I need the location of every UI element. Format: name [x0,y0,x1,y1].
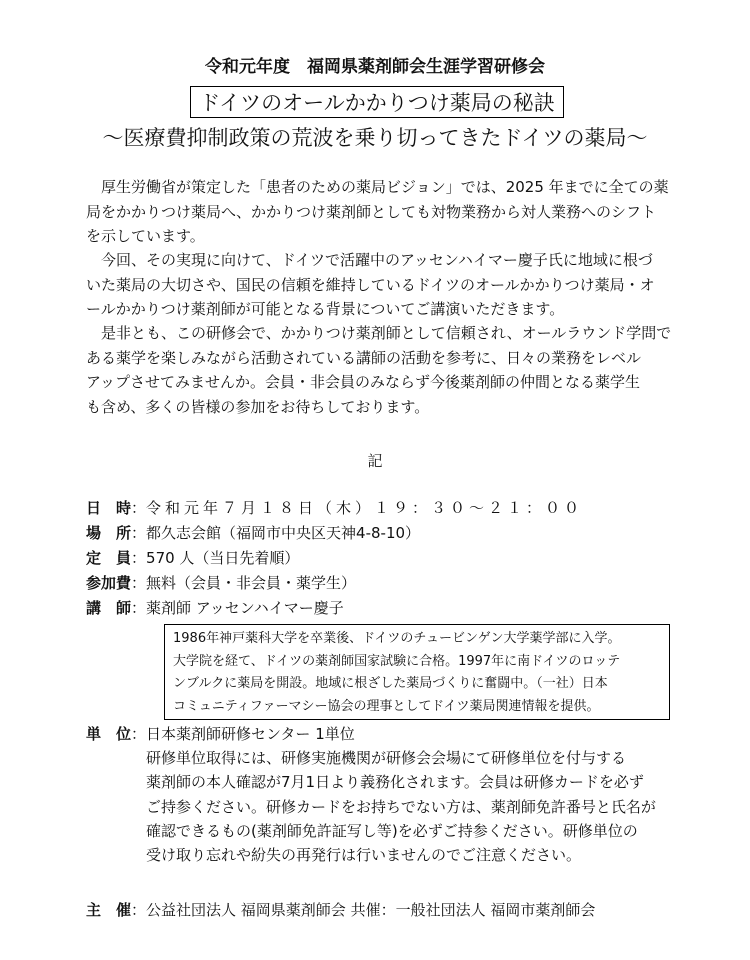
unit-note [146,746,656,867]
note-line: 薬剤師の本人確認が7月1日より義務化されます。会員は研修カードを必ず [146,773,644,792]
detail-separator: ： [131,574,147,592]
detail-separator: ： [131,499,147,517]
detail-organizer [86,898,595,922]
detail-separator: ： [131,725,147,743]
event-series-heading: 令和元年度 福岡県薬剤師会生涯学習研修会 [205,57,545,77]
detail-unit [86,722,355,746]
detail-fee [86,571,356,595]
detail-label: 日 時 [86,499,132,517]
text-line: を示しています。 [86,227,205,245]
detail-label: 定 員 [86,549,132,567]
detail-separator: ： [380,901,396,919]
text-line: ある薬学を楽しみながら活動されている講師の活動を参考に、日々の業務をレベル [86,348,642,367]
note-line: ご持参ください。研修カードをお持ちでない方は、薬剤師免許番号と氏名が [146,797,656,816]
note-line: 確認できるもの(薬剤師免許証写し等)を必ずご持参ください。研修単位の [146,821,638,840]
text-line: 厚生労働省が策定した「患者のための薬局ビジョン」では、2025 年までに全ての薬 [86,178,669,196]
detail-label: 参加費 [86,574,132,592]
text-line: も含め、多くの皆様の参加をお待ちしております。 [86,397,430,416]
organizer-value: 公益社団法人 福岡県薬剤師会 [146,901,346,919]
detail-value: 都久志会館（福岡市中央区天神4-8-10） [146,524,421,542]
intro-paragraph-1 [86,175,706,249]
co-organizer-value: 一般社団法人 福岡市薬剤師会 [395,901,596,919]
text-line: 今回、その実現に向けて、ドイツで活躍中のアッセンハイマー慶子氏に地域に根づ [86,251,653,269]
bio-line: コミュニティファーマシー協会の理事としてドイツ薬局関連情報を提供。 [173,698,600,714]
detail-venue [86,521,420,545]
detail-label: 主 催 [86,901,132,919]
detail-label: 単 位 [86,725,132,743]
notice-marker: 記 [367,452,383,470]
text-line: 是非とも、この研修会で、かかりつけ薬剤師として信頼され、オールラウンド学問で [86,324,672,342]
detail-capacity [86,546,299,570]
detail-separator: ： [131,901,147,919]
detail-separator: ： [131,524,147,542]
bio-line: 1986年神戸薬科大学を卒業後、ドイツのチュービンゲン大学薬学部に入学。 [173,631,621,646]
bio-line: 大学院を経て、ドイツの薬剤師国家試験に合格。1997年に南ドイツのロッテ [173,653,621,669]
detail-separator: ： [131,599,147,617]
intro-paragraph-2 [86,248,706,322]
detail-value: 薬剤師 アッセンハイマー慶子 [146,599,344,617]
detail-label: 場 所 [86,524,132,542]
intro-paragraph-3 [86,321,706,419]
note-line: 研修単位取得には、研修実施機関が研修会会場にて研修単位を付与する [146,749,627,767]
lecture-subtitle: ～医療費抑制政策の荒波を乗り切ってきたドイツの薬局～ [102,126,648,150]
detail-value: 570 人（当日先着順） [146,549,300,567]
lecture-title: ドイツのオールかかりつけ薬局の秘訣 [190,86,564,118]
text-line: いた薬局の大切さや、国民の信頼を維持しているドイツのオールかかりつけ薬局・オ [86,275,655,294]
detail-value: 無料（会員・非会員・薬学生） [146,574,357,592]
text-line: 局をかかりつけ薬局へ、かかりつけ薬剤師としても対物業務から対人業務へのシフト [86,202,657,221]
detail-value: 令和元年７月１８日（木）１９：３０～２１：００ [146,499,584,517]
note-line: 受け取り忘れや紛失の再発行は行いませんのでご注意ください。 [146,846,582,865]
text-line: アップさせてみませんか。会員・非会員のみならず今後薬剤師の仲間となる薬学生 [86,373,640,391]
detail-label: 講 師 [86,599,132,617]
text-line: ールかかりつけ薬剤師が可能となる背景についてご講演いただきます。 [86,300,565,318]
detail-separator: ： [131,549,147,567]
bio-line: ンブルクに薬局を開設。地域に根ざした薬局づくりに奮闘中。（一社）日本 [173,676,608,691]
detail-lecturer [86,596,344,620]
detail-datetime [86,496,583,520]
lecturer-bio-box [164,624,670,720]
co-organizer-label: 共催 [350,901,381,919]
detail-value: 日本薬剤師研修センター 1単位 [146,725,355,743]
